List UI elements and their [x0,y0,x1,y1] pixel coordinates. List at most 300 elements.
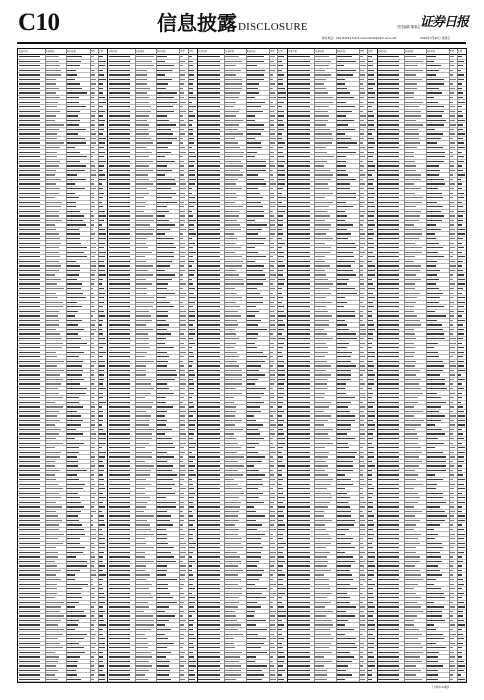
table-cell [198,229,219,230]
table-cell [46,147,60,148]
table-cell [180,465,185,466]
table-cell [270,611,276,612]
table-cell [198,406,219,407]
table-cell [225,529,239,530]
table-cell [426,315,446,316]
table-cell [198,224,219,225]
table-cell [225,470,238,471]
table-cell [450,520,455,521]
table-cell [90,274,94,275]
table-cell [315,138,333,139]
table-cell [188,170,195,171]
table-cell [288,388,309,389]
table-cell [225,638,234,639]
table-cell [426,61,434,62]
table-cell [225,61,241,62]
table-cell [90,370,94,371]
table-cell [270,393,274,394]
table-cell [99,661,103,662]
table-cell [270,256,273,257]
table-cell [157,429,172,430]
table-cell [225,297,242,298]
table-cell [99,597,105,598]
table-cell [405,315,417,316]
table-cell [188,288,194,289]
table-cell [109,379,130,380]
table-cell [247,488,258,489]
table-cell [315,629,330,630]
table-cell [247,302,264,303]
table-cell [67,102,79,103]
table-cell [405,484,423,485]
table-cell [368,552,375,553]
table-cell [278,293,282,294]
table-cell [278,602,282,603]
table-cell [19,188,40,189]
table-cell [67,297,86,298]
table-cell [46,152,57,153]
table-cell [180,170,183,171]
table-cell [99,547,105,548]
table-cell [46,83,56,84]
table-cell [109,556,130,557]
table-cell [368,443,372,444]
table-cell [135,484,151,485]
table-cell [135,283,152,284]
table-cell [135,261,145,262]
table-cell [288,233,309,234]
table-cell [157,484,175,485]
table-cell [288,579,309,580]
table-cell [288,570,309,571]
table-cell [378,506,399,507]
table-cell [225,179,238,180]
table-cell [458,420,465,421]
table-cell [368,320,373,321]
table-cell [46,188,60,189]
table-cell [315,115,329,116]
table-cell [180,288,183,289]
table-cell [337,606,356,607]
table-cell [198,238,219,239]
table-cell [426,79,444,80]
table-cell [458,556,462,557]
table-cell [46,597,55,598]
table-cell [368,142,375,143]
table-cell [458,188,462,189]
table-cell [99,83,103,84]
table-cell [426,538,435,539]
table-cell [198,593,219,594]
table-cell [109,88,130,89]
table-cell [368,70,374,71]
table-cell [315,515,324,516]
table-cell [67,665,77,666]
table-cell [278,261,283,262]
table-cell [67,393,86,394]
table-cell [135,506,145,507]
table-cell [67,220,83,221]
table-cell [19,484,40,485]
table-cell [109,106,130,107]
table-cell [450,543,455,544]
table-cell [135,556,145,557]
table-cell [19,661,40,662]
table-cell [426,452,442,453]
table-cell [180,115,183,116]
table-cell [278,97,285,98]
table-cell [67,306,82,307]
table-cell [157,188,171,189]
table-cell [278,265,284,266]
table-cell [378,120,399,121]
table-cell [426,156,444,157]
table-cell [426,561,441,562]
table-cell [135,147,145,148]
table-cell [90,193,94,194]
table-cell [278,156,283,157]
table-cell [405,288,415,289]
table-column [377,49,467,682]
table-cell [426,142,437,143]
table-cell [19,74,40,75]
table-cell [450,224,455,225]
table-cell [135,374,146,375]
table-cell [288,674,309,675]
table-cell [378,70,399,71]
table-cell [135,88,150,89]
table-cell [405,356,414,357]
table-cell [157,79,172,80]
table-cell [337,552,345,553]
table-cell [180,652,185,653]
table-cell [270,129,275,130]
table-cell [135,565,146,566]
table-cell [278,447,283,448]
table-cell [157,247,176,248]
table-cell [99,665,105,666]
table-cell [450,411,453,412]
table-cell [109,247,130,248]
table-cell [405,111,421,112]
table-cell [180,420,185,421]
table-cell [315,679,327,680]
table-cell [198,488,219,489]
table-cell [180,661,185,662]
table-cell [288,543,309,544]
table-cell [19,293,40,294]
table-cell [67,65,80,66]
table-cell [458,233,465,234]
table-cell [67,315,75,316]
table-cell [247,365,261,366]
table-cell [99,142,105,143]
table-cell [450,352,455,353]
table-cell [426,88,438,89]
table-cell [188,461,193,462]
table-cell [337,202,347,203]
table-cell [368,429,375,430]
table-cell [135,361,153,362]
table-cell [247,461,262,462]
table-header-cell: 类型 [359,50,365,53]
table-cell [99,356,103,357]
table-cell [270,511,275,512]
table-cell [188,147,192,148]
table-cell [405,556,420,557]
table-cell [99,643,106,644]
table-cell [360,293,364,294]
table-cell [288,643,309,644]
table-cell [458,252,462,253]
table-cell [109,365,130,366]
table-cell [247,311,259,312]
table-cell [337,456,355,457]
table-cell [188,488,193,489]
table-cell [90,179,94,180]
table-cell [198,115,219,116]
table-cell [135,561,153,562]
table-cell [278,274,283,275]
table-cell [360,220,364,221]
table-cell [99,361,105,362]
table-cell [188,420,195,421]
table-cell [288,133,309,134]
table-cell [180,161,184,162]
table-cell [378,361,399,362]
table-cell [450,288,454,289]
table-cell [315,279,328,280]
table-cell [360,311,363,312]
table-cell [378,356,399,357]
table-cell [278,661,283,662]
table-cell [337,220,345,221]
table-cell [225,484,238,485]
table-cell [315,670,327,671]
table-cell [157,61,165,62]
table-cell [247,456,265,457]
table-cell [405,529,414,530]
table-cell [90,502,94,503]
table-cell [315,433,328,434]
table-cell [368,215,374,216]
table-cell [198,584,219,585]
table-cell [109,65,130,66]
table-cell [288,102,309,103]
table-cell [135,456,152,457]
table-cell [288,220,309,221]
table-cell [90,161,93,162]
table-cell [46,433,59,434]
table-cell [109,270,130,271]
table-cell [225,188,242,189]
table-cell [19,179,40,180]
table-cell [157,547,174,548]
table-cell [288,61,309,62]
table-cell [109,70,130,71]
table-cell [180,133,184,134]
table-cell [288,661,309,662]
table-cell [278,593,285,594]
table-cell [188,593,192,594]
table-cell [368,324,374,325]
table-cell [109,293,130,294]
table-cell [247,588,267,589]
table-cell [315,634,331,635]
table-cell [270,497,275,498]
table-cell [99,247,104,248]
table-cell [135,588,149,589]
table-cell [378,324,399,325]
table-cell [19,647,40,648]
table-cell [288,424,309,425]
table-cell [360,379,363,380]
table-cell [157,165,167,166]
table-cell [378,433,399,434]
table-cell [67,597,82,598]
table-cell [368,352,375,353]
table-cell [99,74,105,75]
table-cell [198,452,219,453]
table-cell [188,447,194,448]
table-header-cell: 类型 [180,50,185,53]
table-cell [67,406,82,407]
table-cell [270,574,273,575]
table-cell [426,511,445,512]
table-cell [247,643,265,644]
table-cell [180,338,186,339]
table-cell [99,320,103,321]
table-cell [426,147,443,148]
table-cell [19,634,40,635]
table-cell [337,288,355,289]
table-cell [198,170,219,171]
table-cell [180,88,183,89]
table-cell [288,193,309,194]
table-cell [46,647,63,648]
table-cell [180,634,184,635]
table-cell [90,593,93,594]
table-cell [109,597,130,598]
table-cell [450,279,453,280]
table-cell [360,484,366,485]
table-cell [405,97,414,98]
table-cell [278,188,283,189]
table-cell [90,488,94,489]
table-cell [288,402,309,403]
table-cell [109,543,130,544]
table-cell [337,261,355,262]
table-cell [99,652,103,653]
table-cell [19,329,40,330]
table-cell [109,361,130,362]
table-cell [67,502,81,503]
table-cell [458,433,464,434]
table-cell [180,411,185,412]
table-cell [315,465,328,466]
table-cell [198,420,219,421]
table-cell [225,406,236,407]
table-cell [360,370,365,371]
table-cell [99,615,103,616]
table-cell [337,411,350,412]
table-cell [450,402,453,403]
table-cell [315,183,328,184]
table-cell [198,306,219,307]
table-cell [90,224,93,225]
table-cell [90,247,96,248]
table-cell [99,161,107,162]
table-cell [426,74,436,75]
table-cell [188,70,194,71]
table-cell [278,161,285,162]
table-cell [188,670,194,671]
table-cell [278,547,284,548]
table-cell [378,270,399,271]
table-cell [405,474,418,475]
table-cell [67,447,79,448]
table-cell [109,515,130,516]
table-cell [46,338,62,339]
table-cell [426,393,437,394]
table-cell [360,529,366,530]
table-cell [90,279,95,280]
table-cell [278,129,284,130]
table-cell [368,370,373,371]
table-cell [405,333,415,334]
table-cell [378,97,399,98]
table-cell [450,397,454,398]
table-cell [90,470,93,471]
table-cell [90,420,94,421]
table-cell [90,302,94,303]
table-cell [188,379,193,380]
table-cell [360,424,364,425]
table-cell [378,65,399,66]
table-cell [157,283,168,284]
table-cell [450,283,456,284]
table-cell [188,652,193,653]
table-cell [157,470,172,471]
table-cell [337,556,353,557]
contact-line: 联系电话：010-83251716 E-mail:zqrb9@zqrb.sina.net [322,36,397,40]
table-cell [135,634,145,635]
table-cell [288,429,309,430]
table-cell [188,179,195,180]
table-cell [180,111,186,112]
table-cell [426,534,438,535]
table-cell [90,288,93,289]
table-cell [188,129,192,130]
table-cell [99,233,106,234]
table-cell [157,461,167,462]
table-cell [19,343,40,344]
table-cell [315,379,327,380]
table-cell [135,574,150,575]
table-cell [157,197,172,198]
table-cell [315,338,333,339]
table-cell [278,370,285,371]
table-cell [109,356,130,357]
table-cell [270,479,275,480]
table-cell [46,615,64,616]
table-cell [19,520,40,521]
table-cell [450,479,453,480]
table-cell [458,170,463,171]
table-cell [188,83,193,84]
table-cell [109,129,130,130]
table-cell [157,670,170,671]
